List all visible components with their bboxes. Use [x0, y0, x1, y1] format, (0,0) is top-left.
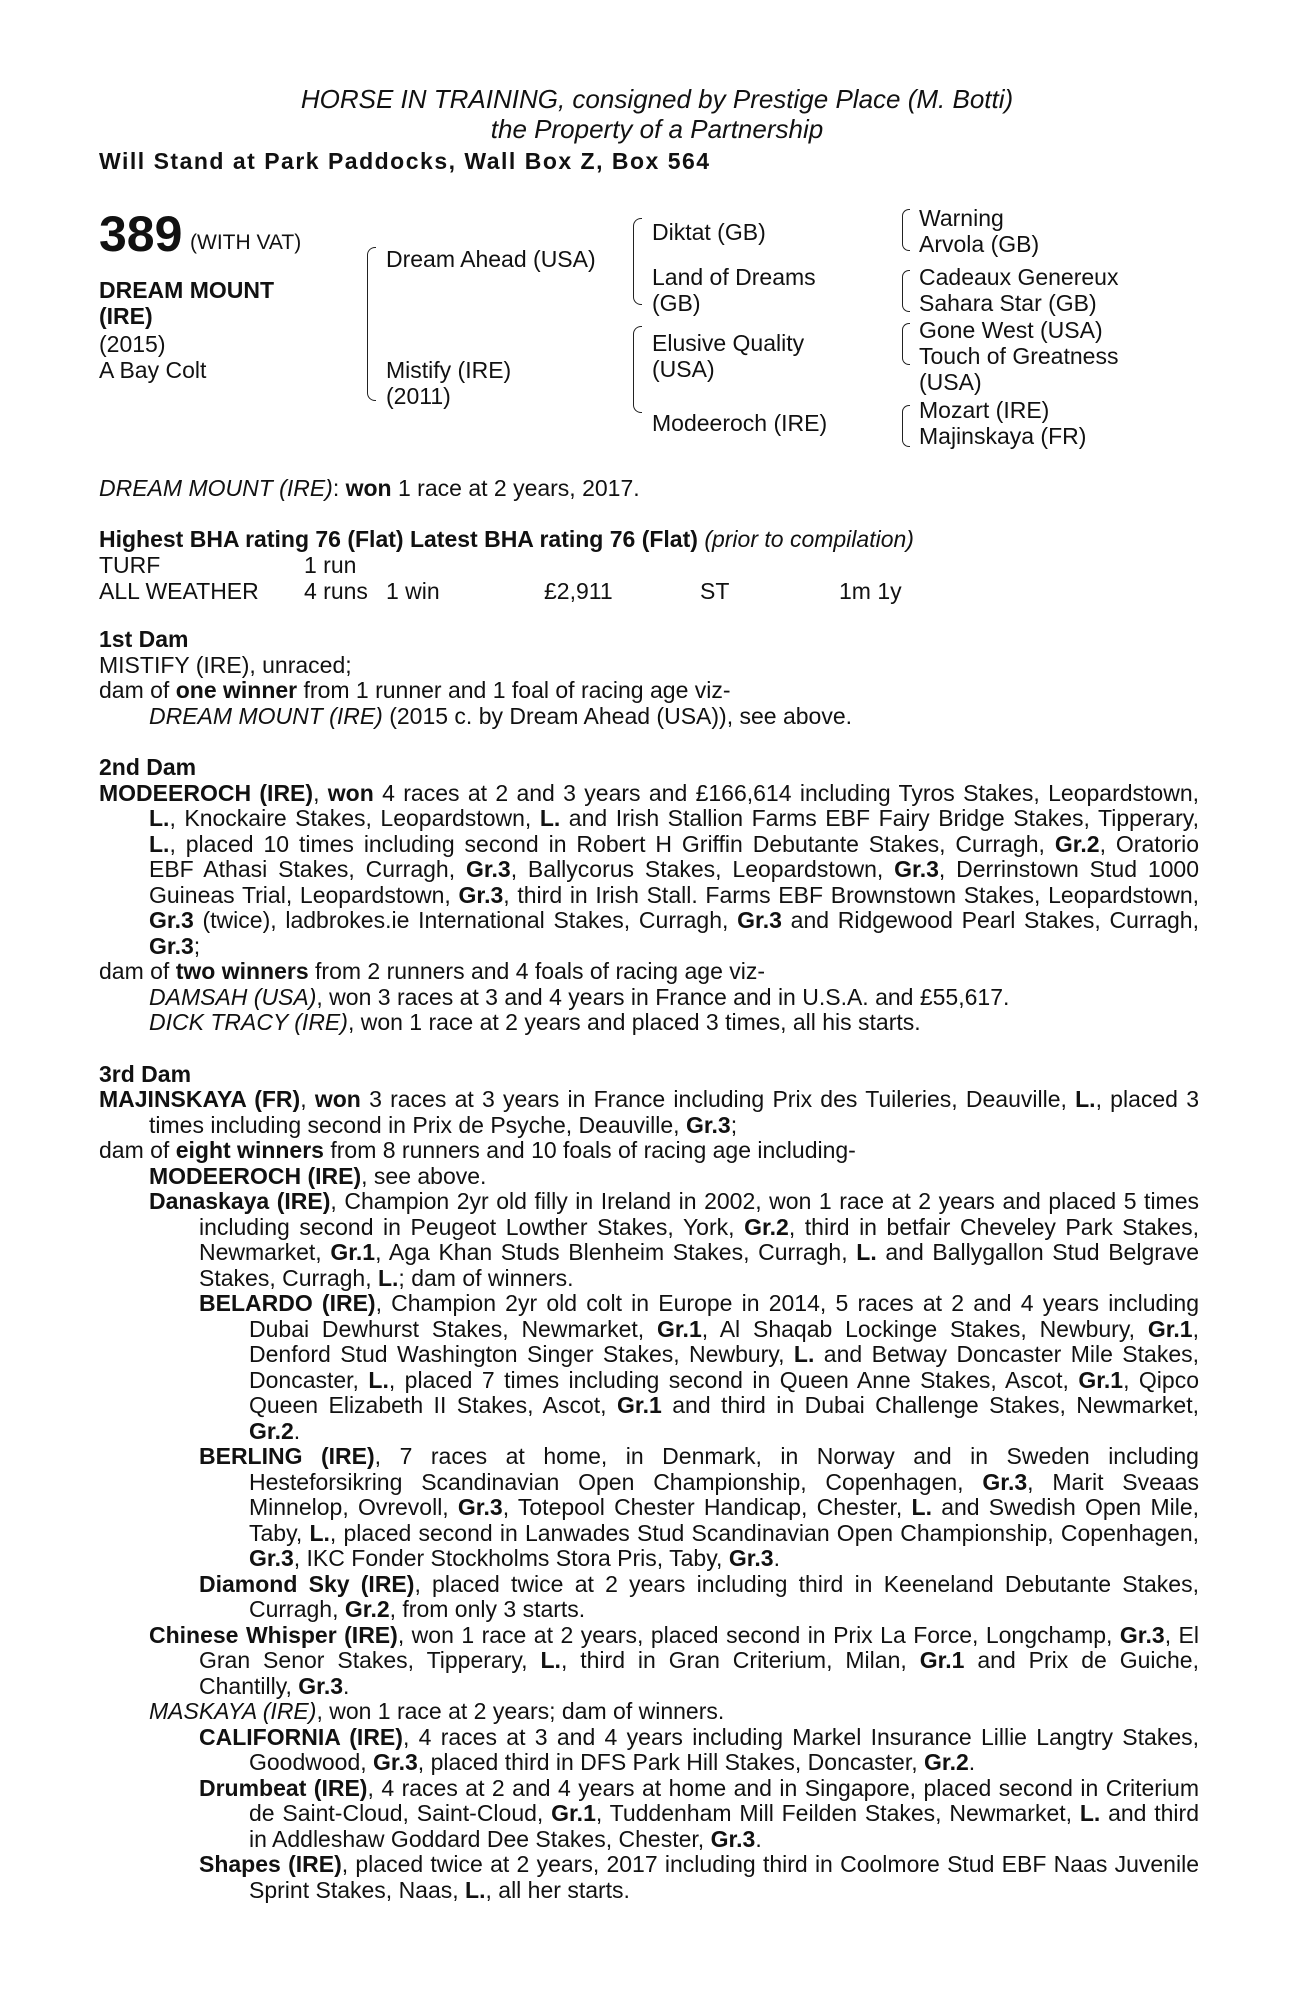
lot-number: 389: [99, 206, 183, 262]
pedigree-gen3-sss: Warning: [919, 205, 1004, 231]
produce-record: [99, 627, 1199, 1903]
bha-rating-values: Highest BHA rating 76 (Flat) Latest BHA rating 76 (Flat): [99, 526, 698, 552]
second-dam-offspring: DICK TRACY (IRE), won 1 race at 2 years and placed 3 times, all his starts.: [149, 1009, 921, 1035]
pedigree-brace-gen1: [367, 247, 376, 401]
horse-description: A Bay Colt: [99, 357, 207, 383]
third-dam-offspring: Danaskaya (IRE), Champion 2yr old filly in Ireland in 2002, won 1 race at 2 years and placed 5 times including second in Peugeot Lowther Stakes, York, Gr.2, third in betfair Cheveley Park Stakes, Newmarket, Gr.1, Aga Khan Studs Blenheim Stakes, Curragh, L. and Ballygallon Stud Belgrave Stakes, Curragh, L.; dam of winners.: [149, 1188, 1199, 1291]
record-surface: TURF: [99, 552, 161, 578]
bha-rating: [99, 526, 914, 553]
race-summary: [99, 475, 640, 502]
pedigree-gen3-ssd: Arvola (GB): [919, 231, 1040, 257]
grandproduce-entry: BELARDO (IRE), Champion 2yr old colt in Europe in 2014, 5 races at 2 and 4 years including Dubai Dewhurst Stakes, Newmarket, Gr.1, Al Shaqab Lockinge Stakes, Newbury, Gr.1, Denford Stud Washington Singer Stakes, Newbury, L. and Betway Doncaster Mile Stakes, Doncaster, L., placed 7 times including second in Queen Anne Stakes, Ascot, Gr.1, Qipco Queen Elizabeth II Stakes, Ascot, Gr.1 and third in Dubai Challenge Stakes, Newmarket, Gr.2.: [199, 1290, 1199, 1444]
pedigree-gen3-dsd-country: (USA): [919, 369, 982, 395]
pedigree-sire-dam-country: (GB): [652, 290, 701, 316]
summary-colon: :: [332, 475, 346, 501]
grandproduce-entry: Drumbeat (IRE), 4 races at 2 and 4 years at home and in Singapore, placed second in Criterium de Saint-Cloud, Saint-Cloud, Gr.1, Tuddenham Mill Feilden Stakes, Newmarket, L. and third in Addleshaw Goddard Dee Stakes, Chester, Gr.3.: [199, 1774, 1199, 1852]
vat-note: (WITH VAT): [190, 231, 302, 254]
grandproduce-entry: CALIFORNIA (IRE), 4 races at 3 and 4 years including Markel Insurance Lillie Langtry Stakes, Goodwood, Gr.3, placed third in DFS Park Hill Stakes, Doncaster, Gr.2.: [199, 1723, 1200, 1775]
first-dam-produce-summary: dam of one winner from 1 runner and 1 foal of racing age viz-: [99, 677, 731, 703]
grandproduce-entry: Shapes (IRE), placed twice at 2 years, 2017 including third in Coolmore Stud EBF Naas Juvenile Sprint Stakes, Naas, L., all her starts.: [199, 1851, 1199, 1903]
pedigree-dam-sire-country: (USA): [652, 356, 715, 382]
pedigree-brace-gen3-3: [902, 323, 910, 365]
pedigree-gen3-dds: Mozart (IRE): [919, 397, 1050, 423]
second-dam-produce-summary: dam of two winners from 2 runners and 4 foals of racing age viz-: [99, 958, 766, 984]
third-dam-offspring: MODEEROCH (IRE), see above.: [149, 1162, 487, 1189]
grandproduce-entry: Diamond Sky (IRE), placed twice at 2 years including third in Keeneland Debutante Stakes, Curragh, Gr.2, from only 3 starts.: [199, 1570, 1199, 1622]
pedigree-sire-dam: Land of Dreams: [652, 264, 816, 290]
pedigree-dam-sire: Elusive Quality: [652, 330, 805, 356]
third-dam-record: MAJINSKAYA (FR), won 3 races at 3 years in France including Prix des Tuileries, Deauville, L., placed 3 times including second in Prix de Psyche, Deauville, Gr.3;: [99, 1086, 1199, 1138]
pedigree-brace-gen3-1: [902, 209, 910, 251]
horse-year: (2015): [99, 331, 166, 357]
third-dam-offspring: MASKAYA (IRE), won 1 race at 2 years; dam of winners.: [149, 1698, 725, 1724]
record-prize: £2,911: [544, 578, 613, 604]
pedigree-dam-dam: Modeeroch (IRE): [652, 410, 828, 436]
pedigree-gen3-sdd: Sahara Star (GB): [919, 290, 1097, 316]
record-surface: ALL WEATHER: [99, 578, 259, 604]
pedigree-gen3-ddd: Majinskaya (FR): [919, 423, 1087, 449]
pedigree-sire-sire: Diktat (GB): [652, 219, 766, 245]
summary-won: won: [345, 475, 392, 501]
pedigree-brace-dam: [633, 326, 642, 413]
catalogue-header-consignor: HORSE IN TRAINING, consigned by Prestige Place (M. Botti): [300, 84, 1014, 114]
second-dam-heading: 2nd Dam: [99, 754, 197, 780]
summary-rest: 1 race at 2 years, 2017.: [391, 475, 640, 501]
third-dam-heading: 3rd Dam: [99, 1060, 192, 1087]
pedigree-gen3-dsd: Touch of Greatness: [919, 343, 1119, 369]
grandproduce-entry: BERLING (IRE), 7 races at home, in Denmark, in Norway and in Sweden including Hesteforsikring Scandinavian Open Championship, Copenhagen, Gr.3, Marit Sveaas Minnelop, Ovrevoll, Gr.3, Totepool Chester Handicap, Chester, L. and Swedish Open Mile, Taby, L., placed second in Lanwades Stud Scandinavian Open Championship, Copenhagen, Gr.3, IKC Fonder Stockholms Stora Pris, Taby, Gr.3.: [199, 1443, 1200, 1571]
second-dam-record: MODEEROCH (IRE), won 4 races at 2 and 3 years and £166,614 including Tyros Stakes, Leopardstown, L., Knockaire Stakes, Leopardstown, L. and Irish Stallion Farms EBF Fairy Bridge Stakes, Tipperary, L., placed 10 times including second in Robert H Griffin Debutante Stakes, Curragh, Gr.2, Oratorio EBF Athasi Stakes, Curragh, Gr.3, Ballycorus Stakes, Leopardstown, Gr.3, Derrinstown Stud 1000 Guineas Trial, Leopardstown, Gr.3, third in Irish Stall. Farms EBF Brownstown Stakes, Leopardstown, Gr.3 (twice), ladbrokes.ie International Stakes, Curragh, Gr.3 and Ridgewood Pearl Stakes, Curragh, Gr.3;: [99, 779, 1200, 959]
horse-name-suffix: (IRE): [99, 303, 153, 329]
record-going: ST: [700, 578, 730, 604]
record-distance: 1m 1y: [839, 578, 902, 604]
record-runs: 1 run: [304, 552, 357, 578]
third-dam-offspring: Chinese Whisper (IRE), won 1 race at 2 years, placed second in Prix La Force, Longchamp, Gr.3, El Gran Senor Stakes, Tipperary, L., third in Gran Criterium, Milan, Gr.1 and Prix de Guiche, Chantilly, Gr.3.: [149, 1621, 1199, 1699]
pedigree-sire: Dream Ahead (USA): [386, 246, 596, 272]
summary-horse-name: DREAM MOUNT (IRE): [99, 475, 333, 501]
catalogue-header-stabling: Will Stand at Park Paddocks, Wall Box Z, Box 564: [99, 148, 711, 174]
pedigree-brace-sire: [633, 218, 642, 305]
first-dam-line: MISTIFY (IRE), unraced;: [99, 651, 352, 678]
first-dam-heading: 1st Dam: [99, 626, 189, 652]
pedigree-dam-year: (2011): [386, 383, 451, 409]
pedigree-brace-gen3-4: [902, 405, 910, 447]
pedigree-gen3-dss: Gone West (USA): [919, 317, 1103, 343]
pedigree-dam: Mistify (IRE): [386, 357, 512, 383]
record-runs: 4 runs: [304, 578, 368, 604]
catalogue-header-property: the Property of a Partnership: [490, 114, 824, 144]
horse-name: DREAM MOUNT: [99, 277, 275, 303]
pedigree-gen3-sds: Cadeaux Genereux: [919, 264, 1119, 290]
record-wins: 1 win: [386, 578, 440, 604]
third-dam-produce-summary: dam of eight winners from 8 runners and 10 foals of racing age including-: [99, 1137, 856, 1163]
second-dam-offspring: DAMSAH (USA), won 3 races at 3 and 4 years in France and in U.S.A. and £55,617.: [149, 983, 1010, 1010]
pedigree-brace-gen3-2: [902, 270, 910, 312]
first-dam-offspring: DREAM MOUNT (IRE) (2015 c. by Dream Ahead (USA)), see above.: [149, 702, 853, 729]
bha-rating-note: (prior to compilation): [704, 526, 914, 552]
